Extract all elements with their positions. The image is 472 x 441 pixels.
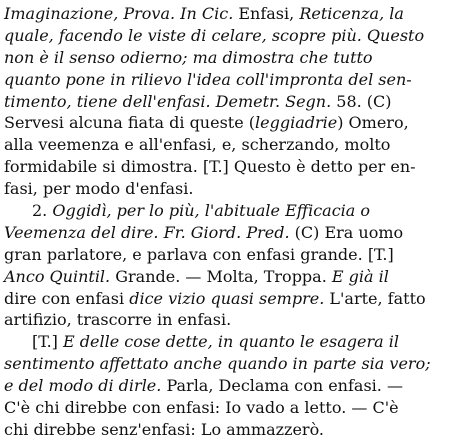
text-line (4, 331, 468, 353)
roman-text: (C) Era uomo (294, 222, 404, 242)
italic-text: E delle cose dette, in quanto le esagera il (62, 332, 399, 352)
roman-text: 2. (32, 201, 53, 221)
italic-text: Imaginazione, Prova. In Cic. (4, 4, 239, 23)
text-line (4, 47, 468, 69)
text-line (4, 353, 468, 375)
italic-text: e del modo di dirle. (4, 376, 167, 396)
italic-text: sentimento affettato anche quando in parte sia vero; (4, 354, 431, 374)
roman-text: ) Omero, (337, 113, 409, 133)
text-line (4, 3, 468, 25)
text-line (4, 200, 468, 222)
italic-text: quale, facendo le viste di celare, scopre più. Questo (4, 25, 425, 45)
roman-text: alla veemenza e all'enfasi, e, scherzando, molto (4, 135, 391, 155)
text-line (4, 419, 468, 441)
roman-text: L'arte, fatto (329, 288, 426, 308)
italic-text: quanto pone in rilievo l'idea coll'impronta del sen- (4, 69, 412, 89)
italic-text: E già il (331, 266, 389, 286)
roman-text: 58. (C) (336, 91, 392, 111)
roman-text: Servesi alcuna fiata di queste ( (4, 113, 256, 133)
roman-text: fasi, per modo d'enfasi. (4, 179, 194, 199)
text-line (4, 91, 468, 113)
text-line (4, 375, 468, 397)
roman-text: chi direbbe senz'enfasi: Lo ammazzerò. (4, 419, 325, 439)
italic-text: Anco Quintil. (4, 266, 116, 286)
text-line (4, 288, 468, 310)
roman-text: gran parlatore, e parlava con enfasi grande. [T.] (4, 244, 394, 264)
italic-text: leggiadrie (255, 113, 338, 133)
text-line (4, 244, 468, 266)
text-line (4, 156, 468, 178)
text-line (4, 397, 468, 419)
roman-text: Grande. — Molta, Troppa. (115, 266, 332, 286)
roman-text: formidabile si dimostra. [T.] Questo è detto per en- (4, 157, 416, 177)
italic-text: Reticenza, la (299, 4, 404, 23)
text-line (4, 134, 468, 156)
text-line (4, 25, 468, 47)
roman-text: C'è chi direbbe con enfasi: Io vado a letto. — C'è (4, 398, 399, 418)
roman-text: artifizio, trascorre in enfasi. (4, 310, 232, 330)
text-line (4, 112, 468, 134)
italic-text: Veemenza del dire. Fr. Giord. Pred. (4, 222, 295, 242)
italic-text: Oggidì, per lo più, l'abituale Efficacia o (52, 201, 371, 221)
italic-text: dice vizio quasi sempre. (129, 288, 330, 308)
text-line (4, 309, 468, 331)
roman-text: Enfasi, (238, 4, 300, 23)
text-line (4, 222, 468, 244)
italic-text: timento, tiene dell'enfasi. Demetr. Segn. (4, 91, 337, 111)
text-line (4, 266, 468, 288)
text-line (4, 69, 468, 91)
roman-text: Parla, Declama con enfasi. — (166, 376, 403, 396)
italic-text: non è il senso odierno; ma dimostra che tutto (4, 47, 373, 67)
roman-text: dire con enfasi (4, 288, 130, 308)
entry-text-block (4, 3, 468, 441)
text-line (4, 178, 468, 200)
roman-text: [T.] (32, 332, 63, 352)
